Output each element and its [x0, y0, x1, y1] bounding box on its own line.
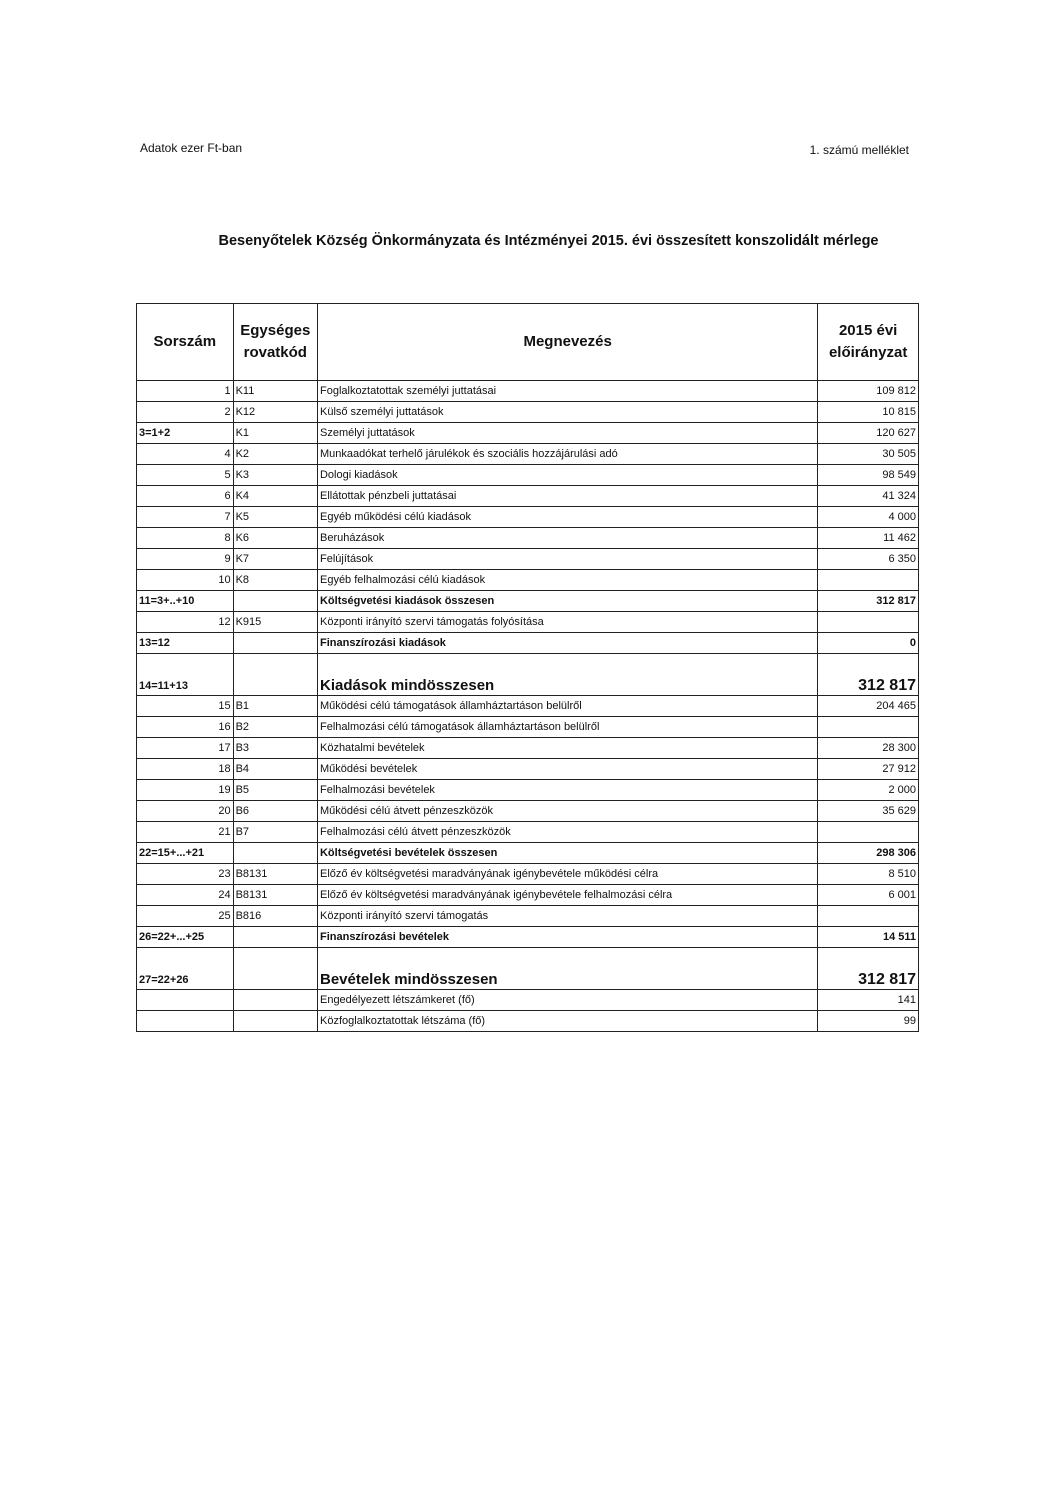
- row-value: 14 511: [818, 927, 919, 948]
- row-code: B6: [233, 801, 317, 822]
- row-value: 98 549: [818, 465, 919, 486]
- row-number: 9: [137, 549, 234, 570]
- row-code: K5: [233, 507, 317, 528]
- row-value: 99: [818, 1011, 919, 1032]
- row-code: [233, 843, 317, 864]
- row-value: 0: [818, 633, 919, 654]
- row-code: B8131: [233, 885, 317, 906]
- table-row: [137, 486, 919, 507]
- row-code: B4: [233, 759, 317, 780]
- table-row: [137, 822, 919, 843]
- row-number: 16: [137, 717, 234, 738]
- row-name: Működési célú támogatások államháztartáson belülről: [317, 696, 817, 717]
- row-name: Előző év költségvetési maradványának igénybevétele működési célra: [317, 864, 817, 885]
- row-value: 312 817: [818, 654, 919, 696]
- table-row: [137, 633, 919, 654]
- row-value: [818, 570, 919, 591]
- row-code: K2: [233, 444, 317, 465]
- row-number: 15: [137, 696, 234, 717]
- row-number: 12: [137, 612, 234, 633]
- header-rovatkod: Egységes rovatkód: [233, 304, 317, 381]
- row-code: B2: [233, 717, 317, 738]
- row-value: 141: [818, 990, 919, 1011]
- row-code: K8: [233, 570, 317, 591]
- row-number: [137, 990, 234, 1011]
- table-row: [137, 738, 919, 759]
- table-row: [137, 885, 919, 906]
- row-code: K4: [233, 486, 317, 507]
- row-number: 5: [137, 465, 234, 486]
- row-value: 204 465: [818, 696, 919, 717]
- table-row: [137, 612, 919, 633]
- row-value: [818, 822, 919, 843]
- row-number: 10: [137, 570, 234, 591]
- row-number: 27=22+26: [137, 948, 234, 990]
- row-code: K11: [233, 381, 317, 402]
- row-number: 19: [137, 780, 234, 801]
- row-code: [233, 591, 317, 612]
- row-name: Költségvetési bevételek összesen: [317, 843, 817, 864]
- row-number: 11=3+..+10: [137, 591, 234, 612]
- header-sorszam: Sorszám: [137, 304, 234, 381]
- row-value: 298 306: [818, 843, 919, 864]
- row-value: 30 505: [818, 444, 919, 465]
- row-code: K6: [233, 528, 317, 549]
- row-name: Bevételek mindösszesen: [317, 948, 817, 990]
- row-value: 120 627: [818, 423, 919, 444]
- row-name: Költségvetési kiadások összesen: [317, 591, 817, 612]
- row-number: 18: [137, 759, 234, 780]
- header-megnevezes: Megnevezés: [317, 304, 817, 381]
- header-eloiranyzat: 2015 évi előirányzat: [818, 304, 919, 381]
- balance-table: [136, 303, 919, 1032]
- table-row: [137, 948, 919, 990]
- annex-label: 1. számú melléklet: [809, 143, 909, 157]
- row-number: 26=22+...+25: [137, 927, 234, 948]
- table-row: [137, 465, 919, 486]
- table-row: [137, 528, 919, 549]
- row-number: 21: [137, 822, 234, 843]
- row-code: [233, 654, 317, 696]
- table-row: [137, 717, 919, 738]
- row-name: Egyéb működési célú kiadások: [317, 507, 817, 528]
- row-number: 1: [137, 381, 234, 402]
- table-row: [137, 507, 919, 528]
- row-value: 11 462: [818, 528, 919, 549]
- row-code: [233, 948, 317, 990]
- row-code: B7: [233, 822, 317, 843]
- row-number: 13=12: [137, 633, 234, 654]
- table-row: [137, 570, 919, 591]
- row-number: 4: [137, 444, 234, 465]
- table-row: [137, 654, 919, 696]
- row-code: B8131: [233, 864, 317, 885]
- row-name: Foglalkoztatottak személyi juttatásai: [317, 381, 817, 402]
- table-row: [137, 801, 919, 822]
- row-name: Munkaadókat terhelő járulékok és szociális hozzájárulási adó: [317, 444, 817, 465]
- row-name: Közfoglalkoztatottak létszáma (fő): [317, 1011, 817, 1032]
- row-value: 2 000: [818, 780, 919, 801]
- table-row: [137, 864, 919, 885]
- table-row: [137, 402, 919, 423]
- row-name: Dologi kiadások: [317, 465, 817, 486]
- row-code: K1: [233, 423, 317, 444]
- row-number: 3=1+2: [137, 423, 234, 444]
- row-name: Központi irányító szervi támogatás: [317, 906, 817, 927]
- row-value: 312 817: [818, 591, 919, 612]
- table-row: [137, 927, 919, 948]
- row-value: 10 815: [818, 402, 919, 423]
- row-name: Működési célú átvett pénzeszközök: [317, 801, 817, 822]
- row-value: [818, 717, 919, 738]
- row-number: 17: [137, 738, 234, 759]
- row-name: Személyi juttatások: [317, 423, 817, 444]
- row-name: Finanszírozási bevételek: [317, 927, 817, 948]
- row-name: Felhalmozási célú támogatások államháztartáson belülről: [317, 717, 817, 738]
- row-value: 6 001: [818, 885, 919, 906]
- document-title: Besenyőtelek Község Önkormányzata és Intézményei 2015. évi összesített konszolidált mérlege: [218, 233, 879, 249]
- table-row: [137, 1011, 919, 1032]
- row-value: 8 510: [818, 864, 919, 885]
- row-code: B1: [233, 696, 317, 717]
- row-value: 4 000: [818, 507, 919, 528]
- row-name: Külső személyi juttatások: [317, 402, 817, 423]
- row-code: K3: [233, 465, 317, 486]
- row-number: 25: [137, 906, 234, 927]
- row-name: Felhalmozási célú átvett pénzeszközök: [317, 822, 817, 843]
- row-name: Ellátottak pénzbeli juttatásai: [317, 486, 817, 507]
- row-value: 109 812: [818, 381, 919, 402]
- row-name: Finanszírozási kiadások: [317, 633, 817, 654]
- row-name: Felújítások: [317, 549, 817, 570]
- row-name: Működési bevételek: [317, 759, 817, 780]
- row-name: Előző év költségvetési maradványának igénybevétele felhalmozási célra: [317, 885, 817, 906]
- table-row: [137, 906, 919, 927]
- table-row: [137, 591, 919, 612]
- table-header-row: [137, 304, 919, 381]
- row-code: B3: [233, 738, 317, 759]
- row-number: 14=11+13: [137, 654, 234, 696]
- row-code: [233, 1011, 317, 1032]
- row-value: 6 350: [818, 549, 919, 570]
- table-row: [137, 843, 919, 864]
- row-code: [233, 990, 317, 1011]
- units-note: Adatok ezer Ft-ban: [140, 141, 243, 155]
- table-row: [137, 780, 919, 801]
- row-code: [233, 633, 317, 654]
- row-name: Engedélyezett létszámkeret (fő): [317, 990, 817, 1011]
- row-code: [233, 927, 317, 948]
- table-row: [137, 549, 919, 570]
- row-number: [137, 1011, 234, 1032]
- row-name: Felhalmozási bevételek: [317, 780, 817, 801]
- row-number: 2: [137, 402, 234, 423]
- row-name: Kiadások mindösszesen: [317, 654, 817, 696]
- table-row: [137, 381, 919, 402]
- row-value: 27 912: [818, 759, 919, 780]
- row-number: 6: [137, 486, 234, 507]
- table-row: [137, 444, 919, 465]
- row-value: 35 629: [818, 801, 919, 822]
- row-value: [818, 612, 919, 633]
- table-row: [137, 759, 919, 780]
- row-number: 8: [137, 528, 234, 549]
- row-name: Beruházások: [317, 528, 817, 549]
- row-value: [818, 906, 919, 927]
- row-number: 24: [137, 885, 234, 906]
- row-value: 312 817: [818, 948, 919, 990]
- table-row: [137, 423, 919, 444]
- row-value: 41 324: [818, 486, 919, 507]
- row-code: K12: [233, 402, 317, 423]
- table-row: [137, 696, 919, 717]
- row-code: K7: [233, 549, 317, 570]
- row-number: 23: [137, 864, 234, 885]
- row-value: 28 300: [818, 738, 919, 759]
- row-code: B5: [233, 780, 317, 801]
- row-number: 22=15+...+21: [137, 843, 234, 864]
- row-code: B816: [233, 906, 317, 927]
- row-number: 7: [137, 507, 234, 528]
- table-row: [137, 990, 919, 1011]
- row-code: K915: [233, 612, 317, 633]
- row-name: Közhatalmi bevételek: [317, 738, 817, 759]
- row-name: Egyéb felhalmozási célú kiadások: [317, 570, 817, 591]
- row-number: 20: [137, 801, 234, 822]
- row-name: Központi irányító szervi támogatás folyósítása: [317, 612, 817, 633]
